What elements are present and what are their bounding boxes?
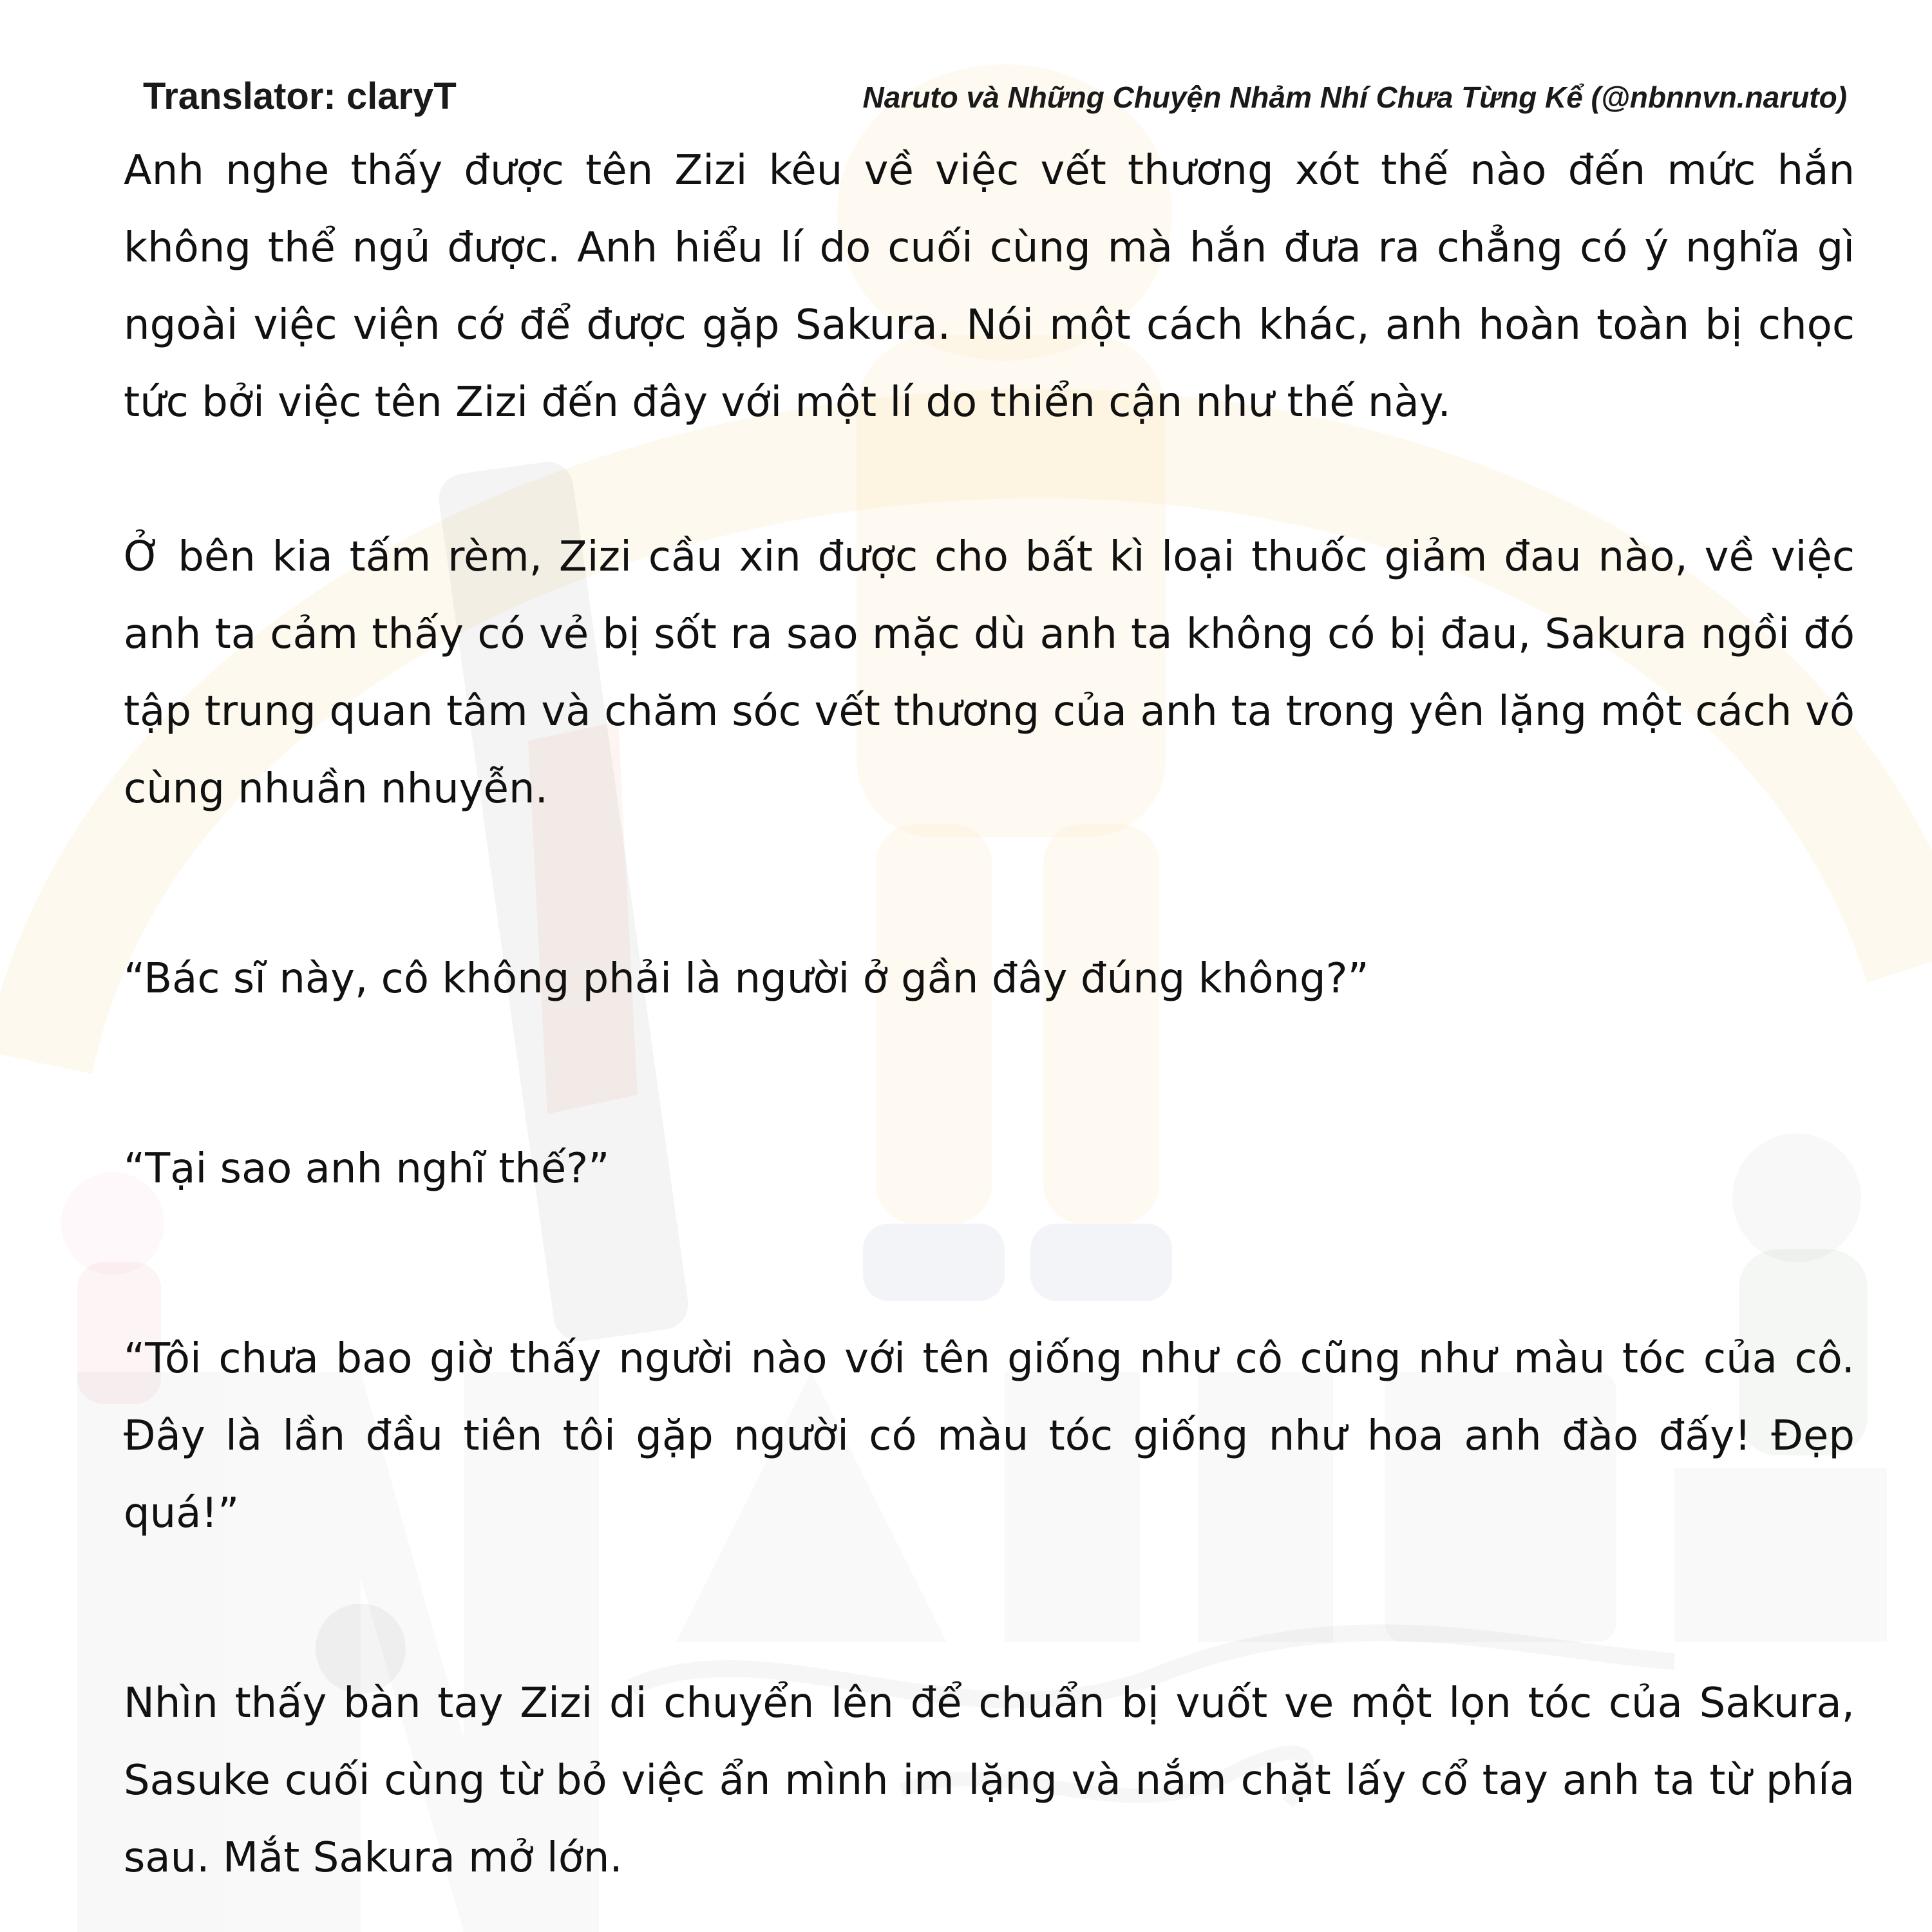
- paragraph-2: Ở bên kia tấm rèm, Zizi cầu xin được cho bất kì loại thuốc giảm đau nào, về việc anh ta cảm thấy có vẻ bị sốt ra sao mặc dù anh ta không có bị đau, Sakura ngồi đó tập trung quan tâm và chăm sóc vết thương của anh ta trong yên lặng một cách vô cùng nhuần nhuyễn.: [124, 533, 1855, 813]
- source-credit: Naruto và Những Chuyện Nhảm Nhí Chưa Từng Kể (@nbnnvn.naruto): [862, 80, 1847, 114]
- paragraph-6: Nhìn thấy bàn tay Zizi di chuyển lên để chuẩn bị vuốt ve một lọn tóc của Sakura, Sasuke cuối cùng từ bỏ việc ẩn mình im lặng và nắm chặt lấy cổ tay anh ta từ phía sau. Mắt Sakura mở lớn.: [124, 1680, 1855, 1882]
- paragraph-3-dialogue: “Bác sĩ này, cô không phải là người ở gần đây đúng không?”: [124, 955, 1369, 1003]
- paragraph-4-dialogue: “Tại sao anh nghĩ thế?”: [124, 1145, 610, 1193]
- translator-credit: Translator: claryT: [143, 75, 457, 117]
- paragraph-5-dialogue: “Tôi chưa bao giờ thấy người nào với tên giống như cô cũng như màu tóc của cô. Đây là lần đầu tiên tôi gặp người có màu tóc giống như hoa anh đào đấy! Đẹp quá!”: [124, 1335, 1855, 1537]
- story-text: [124, 132, 1855, 1897]
- paragraph-1: Anh nghe thấy được tên Zizi kêu về việc vết thương xót thế nào đến mức hắn không thể ngủ được. Anh hiểu lí do cuối cùng mà hắn đưa ra chẳng có ý nghĩa gì ngoài việc viện cớ để được gặp Sakura. Nói một cách khác, anh hoàn toàn bị chọc tức bởi việc tên Zizi đến đây với một lí do thiển cận như thế này.: [124, 147, 1855, 426]
